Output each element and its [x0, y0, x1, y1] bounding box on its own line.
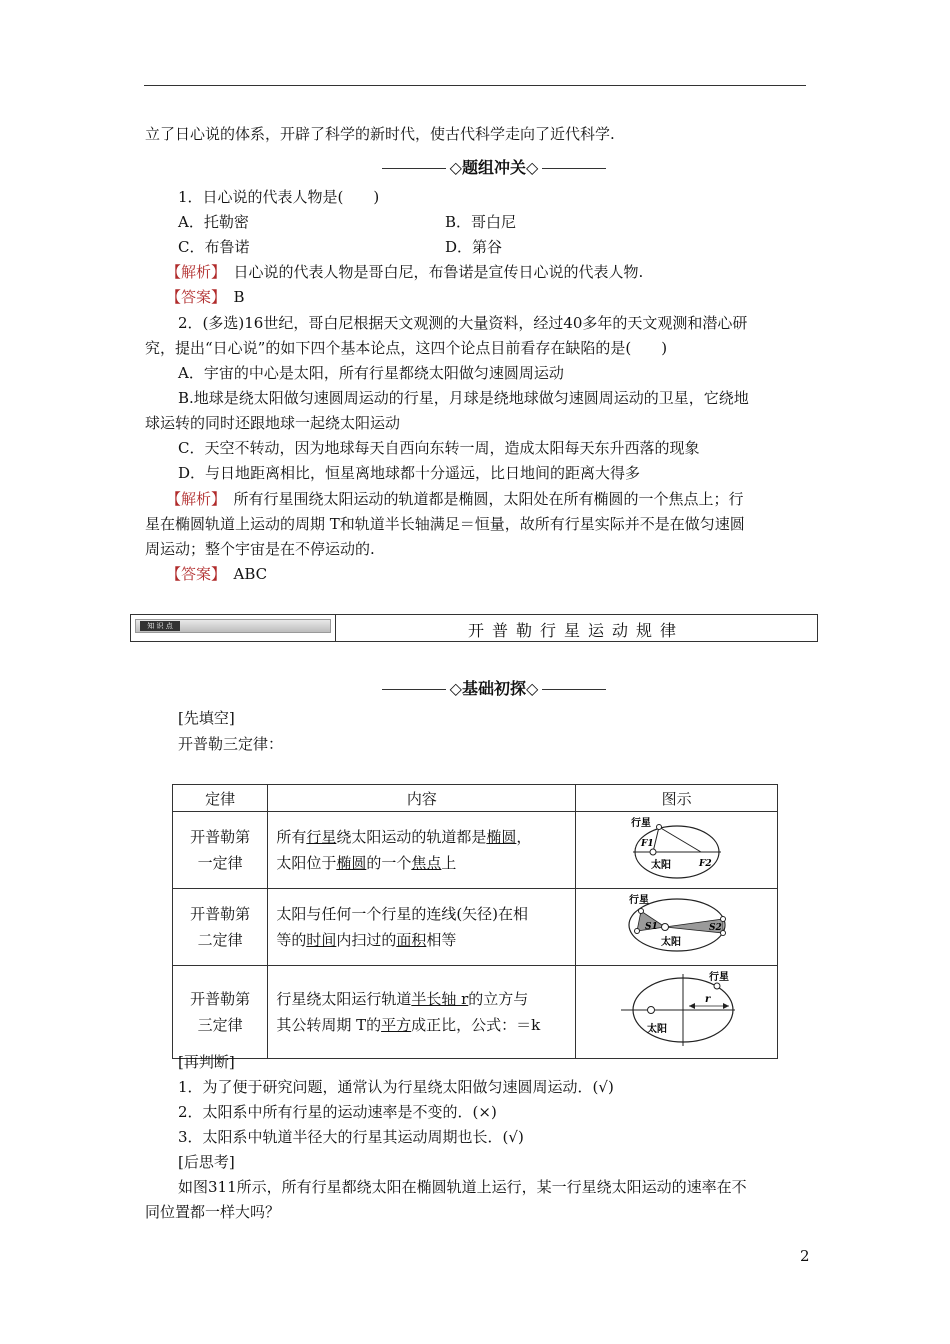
knowledge-point-title: 开普勒行星运动规律 [467, 621, 684, 640]
text: 上 [441, 854, 457, 872]
q2-option-a: A．宇宙的中心是太阳，所有行星都绕太阳做匀速圆周运动 [178, 364, 564, 382]
text: 所有 [276, 828, 307, 846]
header-figure: 图示 [576, 785, 778, 812]
sun-label: 太阳 [660, 937, 681, 948]
sun-label: 太阳 [646, 1024, 667, 1035]
section-title: 题组冲关 [461, 158, 526, 177]
q2-analysis-line3: 周运动；整个宇宙是在不停运动的. [145, 540, 375, 558]
q1-option-d: D．第谷 [445, 238, 503, 256]
blank-answer: 焦点 [411, 854, 442, 872]
table-row [173, 812, 778, 889]
focus2-label: F2 [698, 859, 712, 869]
law-name-line1: 开普勒第 [190, 905, 251, 923]
q2-analysis-line2: 星在椭圆轨道上运动的周期 T和轨道半长轴满足＝恒量，故所有行星实际并不是在做匀速圆 [145, 515, 745, 533]
law-name-line2: 二定律 [197, 931, 243, 949]
q1-stem: 1．日心说的代表人物是( ) [178, 188, 380, 206]
blank-answer: 半长轴 r [411, 990, 469, 1008]
planet-label: 行星 [630, 818, 651, 829]
blank-answer: 椭圆 [336, 854, 367, 872]
q1-answer [166, 287, 245, 307]
law-name-line1: 开普勒第 [190, 990, 251, 1008]
q1-analysis [166, 262, 643, 282]
analysis-text: 所有行星围绕太阳运动的轨道都是椭圆，太阳处在所有椭圆的一个焦点上；行 [233, 490, 744, 508]
judge-item-3: 3．太阳系中轨道半径大的行星其运动周期也长．(√) [178, 1128, 524, 1146]
text: 等的 [276, 931, 307, 949]
section-heading-basics: ◇基础初探◇ [364, 676, 624, 699]
law-name [173, 889, 268, 966]
think-line2: 同位置都一样大吗？ [145, 1203, 281, 1221]
blank-answer: 椭圆 [486, 828, 517, 846]
law3-diagram [576, 966, 778, 1059]
area1-label: S1 [644, 922, 658, 932]
blank-answer: 面积 [396, 931, 427, 949]
kepler-intro: 开普勒三定律： [178, 735, 284, 753]
text: 太阳位于 [276, 854, 337, 872]
focus1-label: F1 [640, 839, 654, 849]
text: 的一个 [366, 854, 412, 872]
law-content [268, 812, 576, 889]
q2-stem-line2: 究，提出“日心说”的如下四个基本论点，这四个论点目前看存在缺陷的是( ) [145, 339, 668, 357]
text: 的立方与 [468, 990, 529, 1008]
law-name [173, 966, 268, 1059]
law-name [173, 812, 268, 889]
section-heading-practice: ◇题组冲关◇ [364, 155, 624, 178]
judge-label: [再判断] [178, 1053, 235, 1071]
law1-diagram [576, 812, 778, 889]
knowledge-point-badge [135, 619, 331, 633]
q2-answer [166, 564, 267, 584]
analysis-text: 日心说的代表人物是哥白尼，布鲁诺是宣传日心说的代表人物. [233, 263, 644, 281]
blank-answer: 平方 [381, 1016, 412, 1034]
text: ， [516, 828, 532, 846]
table-row [173, 966, 778, 1059]
answer-tag: 【答案】 [166, 288, 219, 306]
judge-item-2: 2．太阳系中所有行星的运动速率是不变的．(×) [178, 1103, 497, 1121]
blank-answer: 行星 [306, 828, 337, 846]
text: 相等 [426, 931, 457, 949]
header-rule [144, 85, 806, 86]
q1-option-b: B．哥白尼 [445, 213, 517, 231]
think-line1: 如图311所示，所有行星都绕太阳在椭圆轨道上运行，某一行星绕太阳运动的速率在不 [178, 1178, 747, 1196]
text: 其公转周期 T的 [276, 1016, 382, 1034]
header-content: 内容 [268, 785, 576, 812]
badge-label: 知 识 点 [140, 621, 180, 631]
analysis-tag: 【解析】 [166, 490, 219, 508]
fill-label: [先填空] [178, 709, 235, 727]
law-content [268, 889, 576, 966]
think-label: [后思考] [178, 1153, 235, 1171]
header-law: 定律 [173, 785, 268, 812]
answer-tag: 【答案】 [166, 565, 219, 583]
q2-option-c: C．天空不转动，因为地球每天自西向东转一周，造成太阳每天东升西落的现象 [178, 439, 700, 457]
planet-label: 行星 [708, 972, 729, 983]
q1-option-a: A．托勒密 [178, 213, 249, 231]
law-content [268, 966, 576, 1059]
equal-area-diagram [577, 889, 777, 961]
law-name-line1: 开普勒第 [190, 828, 251, 846]
area2-label: S2 [708, 923, 722, 933]
analysis-tag: 【解析】 [166, 263, 219, 281]
kepler-laws-table [172, 784, 778, 1059]
q1-option-c: C．布鲁诺 [178, 238, 250, 256]
table-row [173, 889, 778, 966]
text: 行星绕太阳运行轨道 [276, 990, 412, 1008]
knowledge-point-bar [130, 614, 818, 642]
table-header-row [173, 785, 778, 812]
radius-label: r [704, 994, 710, 1005]
text: 内扫过的 [336, 931, 397, 949]
semi-major-axis-diagram [577, 966, 777, 1054]
q2-analysis-line1 [166, 489, 744, 509]
text: 成正比，公式：＝k [411, 1016, 541, 1034]
answer-text: B [233, 288, 245, 306]
intro-line: 立了日心说的体系，开辟了科学的新时代，使古代科学走向了近代科学. [145, 125, 615, 143]
law2-diagram [576, 889, 778, 966]
planet-label: 行星 [628, 895, 649, 906]
ellipse-orbit-diagram [577, 812, 777, 884]
law-name-line2: 一定律 [197, 854, 243, 872]
q2-option-d: D．与日地距离相比，恒星离地球都十分遥远，比日地间的距离大得多 [178, 464, 641, 482]
text: 太阳与任何一个行星的连线(矢径)在相 [276, 905, 529, 923]
page-number: 2 [800, 1247, 810, 1265]
law-name-line2: 三定律 [197, 1016, 243, 1034]
q2-stem-line1: 2．(多选)16世纪，哥白尼根据天文观测的大量资料，经过40多年的天文观测和潜心研 [178, 314, 748, 332]
blank-answer: 时间 [306, 931, 337, 949]
answer-text: ABC [233, 565, 268, 583]
section-title: 基础初探 [461, 679, 526, 698]
text: 绕太阳运动的轨道都是 [336, 828, 487, 846]
judge-item-1: 1．为了便于研究问题，通常认为行星绕太阳做匀速圆周运动．(√) [178, 1078, 614, 1096]
q2-option-b-line2: 球运转的同时还跟地球一起绕太阳运动 [145, 414, 401, 432]
q2-option-b-line1: B.地球是绕太阳做匀速圆周运动的行星，月球是绕地球做匀速圆周运动的卫星，它绕地 [178, 389, 749, 407]
sun-label: 太阳 [650, 860, 671, 871]
